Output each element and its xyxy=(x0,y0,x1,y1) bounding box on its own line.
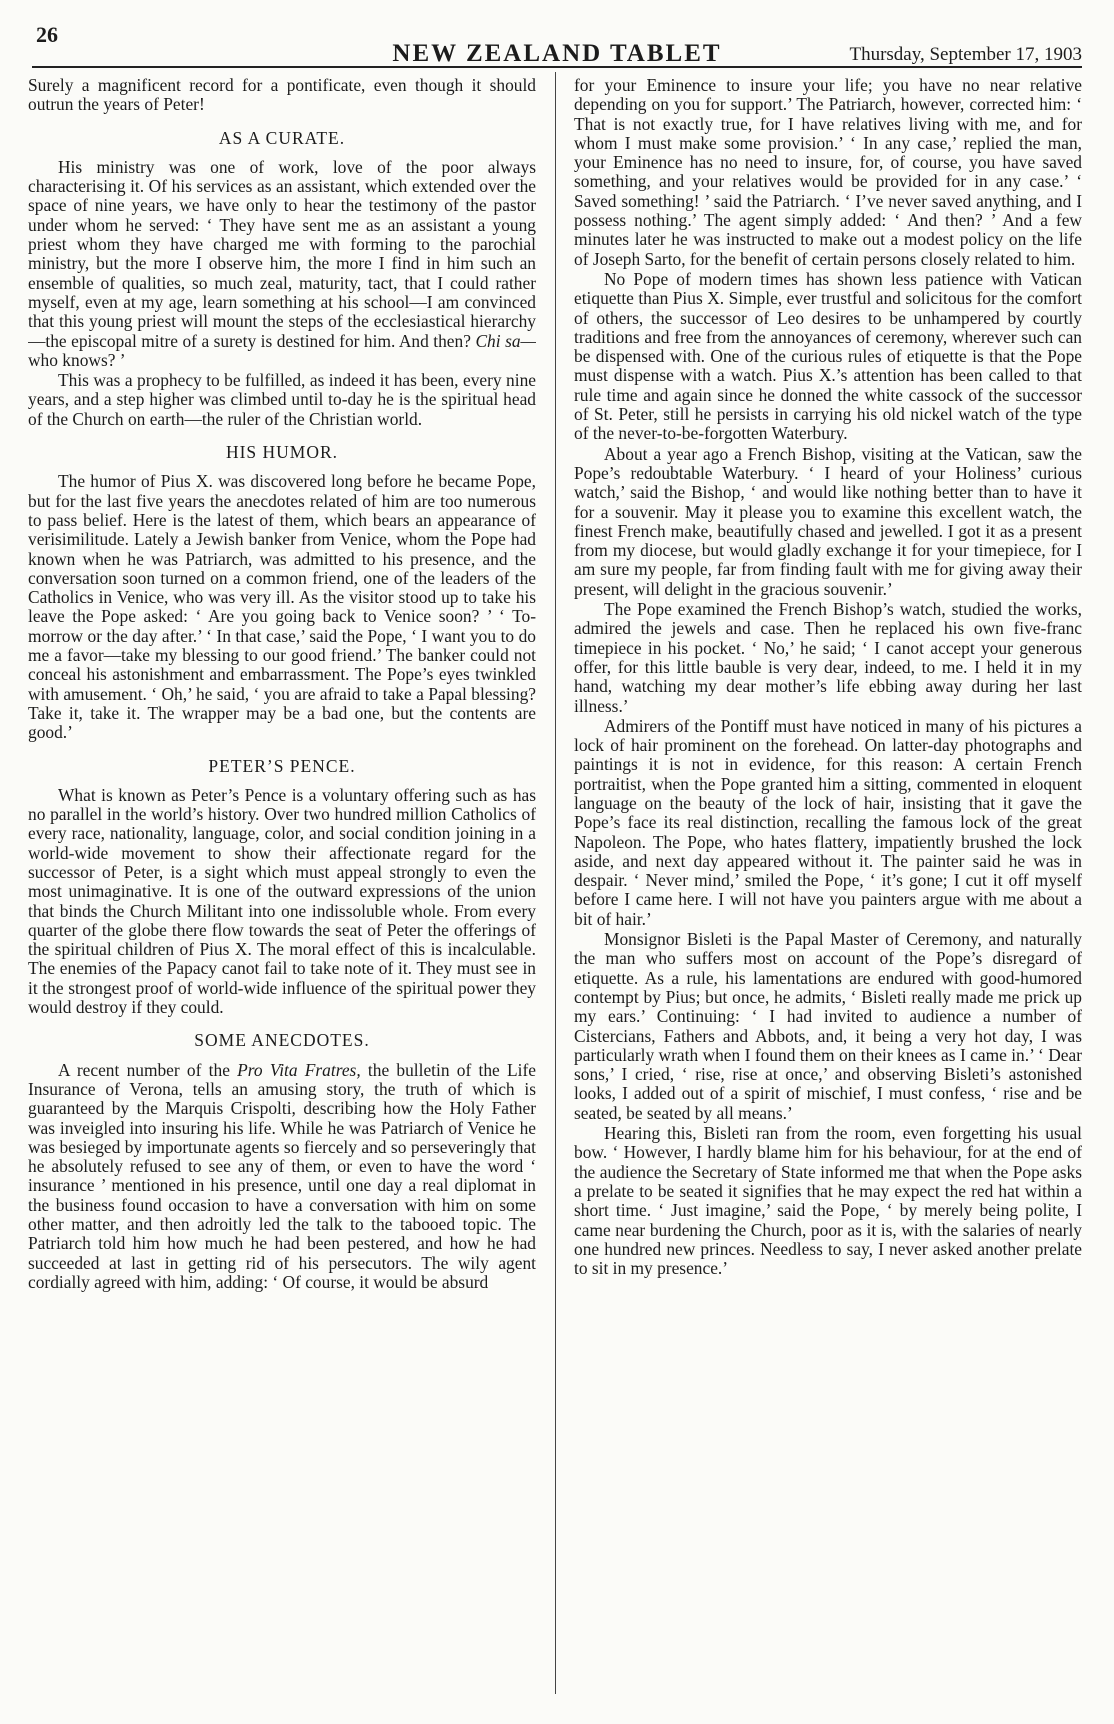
insurance-continuation-paragraph: for your Eminence to insure your life; you have no near relative depending on you for support.’ The Patriarch, however, corrected him: ‘ That is not exactly true, for I have relatives living with me, and for whom I must make some provision.’ ‘ In any case,’ replied the man, your Eminence has no need to insure, for, of course, you have saved something, and your relatives would be provided for in any case.’ ‘ Saved something! ’ said the Patriarch. ‘ I’ve never saved anything, and I possess nothing.’ The agent simply added: ‘ And then? ’ And a few minutes later he was instructed to make out a modest policy on the life of Joseph Sarto, for the benefit of certain persons closely related to him. xyxy=(574,76,1082,269)
curate-italic-text: Chi sa— xyxy=(475,330,536,351)
column-divider xyxy=(555,72,556,1694)
right-column xyxy=(574,76,1082,1684)
bisleti-paragraph: Monsignor Bisleti is the Papal Master of Ceremony, and naturally the man who suffers most on account of the Pope’s disregard of etiquette. As a rule, his lamentations are endured with good-humored contempt by Pius; but once, he admits, ‘ Bisleti really made me prick up my ears.’ Continuing: ‘ I had invited to audience a number of Cistercians, Fathers and Abbots, and, it being a very hot day, I was particularly wrath when I found them on their knees as I came in.’ ‘ Dear sons,’ I cried, ‘ rise, rise at once,’ and observing Bisleti’s astonished looks, I added out of a spirit of mischief, I must confess, ‘ rise and be seated, be seated by all means.’ xyxy=(574,929,1082,1123)
header-rule xyxy=(32,66,1082,68)
anecdotes-text-b: the bulletin of the Life Insurance of Verona, tells an amusing story, the truth of which is guaranteed by the Marquis Crispolti, describing how the Holy Father was inveigled into insuring his life. While he was Patriarch of Venice he was besieged by importunate agents so fiercely and so perseveringly that he absolutely refused to see any of them, or even to have the word ‘ insurance ’ mentioned in his presence, until one day a real diplomat in the business found occasion to have a conversation with him on some other matter, and then adroitly led the talk to the tabooed topic. The Patriarch told him how much he had been pestered, and how he had succeeded at last in getting rid of his persecutors. The wily agent cordially agreed with him, adding: ‘ Of course, it would be absurd xyxy=(28,1059,536,1292)
section-heading-curate: AS A CURATE. xyxy=(218,127,346,148)
newspaper-title: NEW ZEALAND TABLET xyxy=(392,40,722,67)
lock-of-hair-paragraph: Admirers of the Pontiff must have noticed in many of his pictures a lock of hair prominent on the forehead. On latter-day photographs and paintings it is not in evidence, for this reason: A certain French portraitist, when the Pope granted him a sitting, commented in eloquent language on the beauty of the lock of hair, insisting that it gave the Pope’s face its real distinction, recalling the famous lock of the great Napoleon. The Pope, who hates flattery, impatiently brushed the lock aside, and next day appeared without it. The painter said he was in despair. ‘ Never mind,’ smiled the Pope, ‘ it’s gone; I cut it off myself before I came here. I will not have you painters argue with me about a bit of hair.’ xyxy=(574,715,1082,929)
watch-reply-paragraph: The Pope examined the French Bishop’s watch, studied the works, admired the jewels and case. Then he replaced his own five-franc timepiece in his pocket. ‘ No,’ he said; ‘ I canot accept your generous offer, for this little bauble is very dear, indeed, to me. I held it in my hand, watching my dear mother’s life ebbing away during her last illness.’ xyxy=(574,599,1082,716)
intro-paragraph: Surely a magnificent record for a pontificate, even though it should outrun the years of Peter! xyxy=(28,76,536,115)
etiquette-paragraph: No Pope of modern times has shown less patience with Vatican etiquette than Pius X. Simple, ever trustful and solicitous for the comfort of others, the successor of Leo desires to be unhampered by courtly traditions and free from the annoyances of ceremony, wherever such can be dispensed with. One of the curious rules of etiquette is that the Pope must dispense with a watch. Pius X.’s attention has been called to that rule time and again since he donned the white cassock of the successor of St. Peter, still he persists in carrying his old nickel watch of the type of the never-to-be-forgotten Waterbury. xyxy=(574,268,1082,444)
anecdotes-text-a: A recent number of the xyxy=(58,1059,230,1080)
issue-date: Thursday, September 17, 1903 xyxy=(849,44,1082,65)
masthead xyxy=(32,16,1082,67)
section-heading-pence: PETER’S PENCE. xyxy=(208,755,356,776)
curate-paragraph-1 xyxy=(28,158,536,370)
section-heading-humor: HIS HUMOR. xyxy=(225,442,339,463)
curate-text-b: who knows? ’ xyxy=(28,349,126,370)
french-bishop-paragraph: About a year ago a French Bishop, visiting at the Vatican, saw the Pope’s redoubtable Waterbury. ‘ I heard of your Holiness’ curious watch,’ said the Bishop, ‘ and would like nothing better than to have it for a souvenir. May it please you to examine this excellent watch, the finest French make, beautifully chased and jewelled. I got it as a present from my diocese, but would gladly exchange it for your timepiece, for I am sure my people, far from finding fault with me for giving away their present, will delight in the gracious souvenir.’ xyxy=(574,443,1082,599)
pence-paragraph: What is known as Peter’s Pence is a voluntary offering such as has no parallel in the world’s history. Over two hundred million Catholics of every race, nationality, language, color, and social condition joining in a world-wide movement to show their affectionate regard for the successor of Peter, is a sight which must appeal strongly to even the most unimaginative. It is one of the outward expressions of the union that binds the Church Militant into one indissoluble whole. From every quarter of the globe there flow towards the seat of Peter the offerings of the spiritual children of Pius X. The moral effect of this is incalculable. The enemies of the Papacy canot fail to take note of it. They must see in it the strongest proof of world-wide influence of the spiritual power they would destroy if they could. xyxy=(28,784,536,1018)
left-column xyxy=(28,76,536,1684)
page-number: 26 xyxy=(36,22,58,47)
section-heading-anecdotes: SOME ANECDOTES. xyxy=(194,1030,370,1051)
humor-paragraph: The humor of Pius X. was discovered long before he became Pope, but for the last five years the anecdotes related of him are too numerous to pass belief. Here is the latest of them, which bears an appearance of verisimilitude. Lately a Jewish banker from Venice, whom the Pope had known when he was Patriarch, was admitted to his presence, and the conversation soon turned on a common friend, one of the leaders of the Catholics in Venice, who was very ill. As the visitor stood up to take his leave the Pope asked: ‘ Are you going back to Venice soon? ’ ‘ To-morrow or the day after.’ ‘ In that case,’ said the Pope, ‘ I want you to do me a favor—take my blessing to our good friend.’ The banker could not conceal his astonishment and embarrassment. The Pope’s eyes twinkled with amusement. ‘ Oh,’ he said, ‘ you are afraid to take a Papal blessing? Take it, take it. The wrapper may be a bad one, but the contents are good.’ xyxy=(28,471,536,743)
red-hat-paragraph: Hearing this, Bisleti ran from the room, even forgetting his usual bow. ‘ However, I hardly blame him for his behaviour, for at the end of the audience the Secretary of State informed me that when the Pope asks a prelate to be seated it signifies that he may expect the red hat within a short time. ‘ Just imagine,’ said the Pope, ‘ by merely being polite, I came near burdening the Church, poor as it is, with the salaries of nearly one hundred new princes. Needless to say, I never asked another prelate to sit in my presence.’ xyxy=(574,1123,1082,1279)
anecdotes-paragraph xyxy=(28,1061,536,1293)
curate-paragraph-2: This was a prophecy to be fulfilled, as indeed it has been, every nine years, and a step higher was climbed until to-day he is the spiritual head of the Church on earth—the ruler of the Christian world. xyxy=(28,370,536,429)
curate-text-a: His ministry was one of work, love of the poor always characterising it. Of his services as an assistant, which extended over the space of nine years, we have only to hear the testimony of the pastor under whom he served: ‘ They have sent me as an assistant a young priest whom they have charged me with forming to the parochial ministry, but the more I observe him, the more I find in him such an ensemble of qualities, so much zeal, maturity, tact, that I could rather myself, even at my age, learn something at his school—I am convinced that this young priest will mount the steps of the ecclesiastical hierarchy—the episcopal mitre of a surety is destined for him. And then? xyxy=(28,156,536,351)
anecdotes-italic-text: Pro Vita Fratres, xyxy=(237,1059,361,1080)
